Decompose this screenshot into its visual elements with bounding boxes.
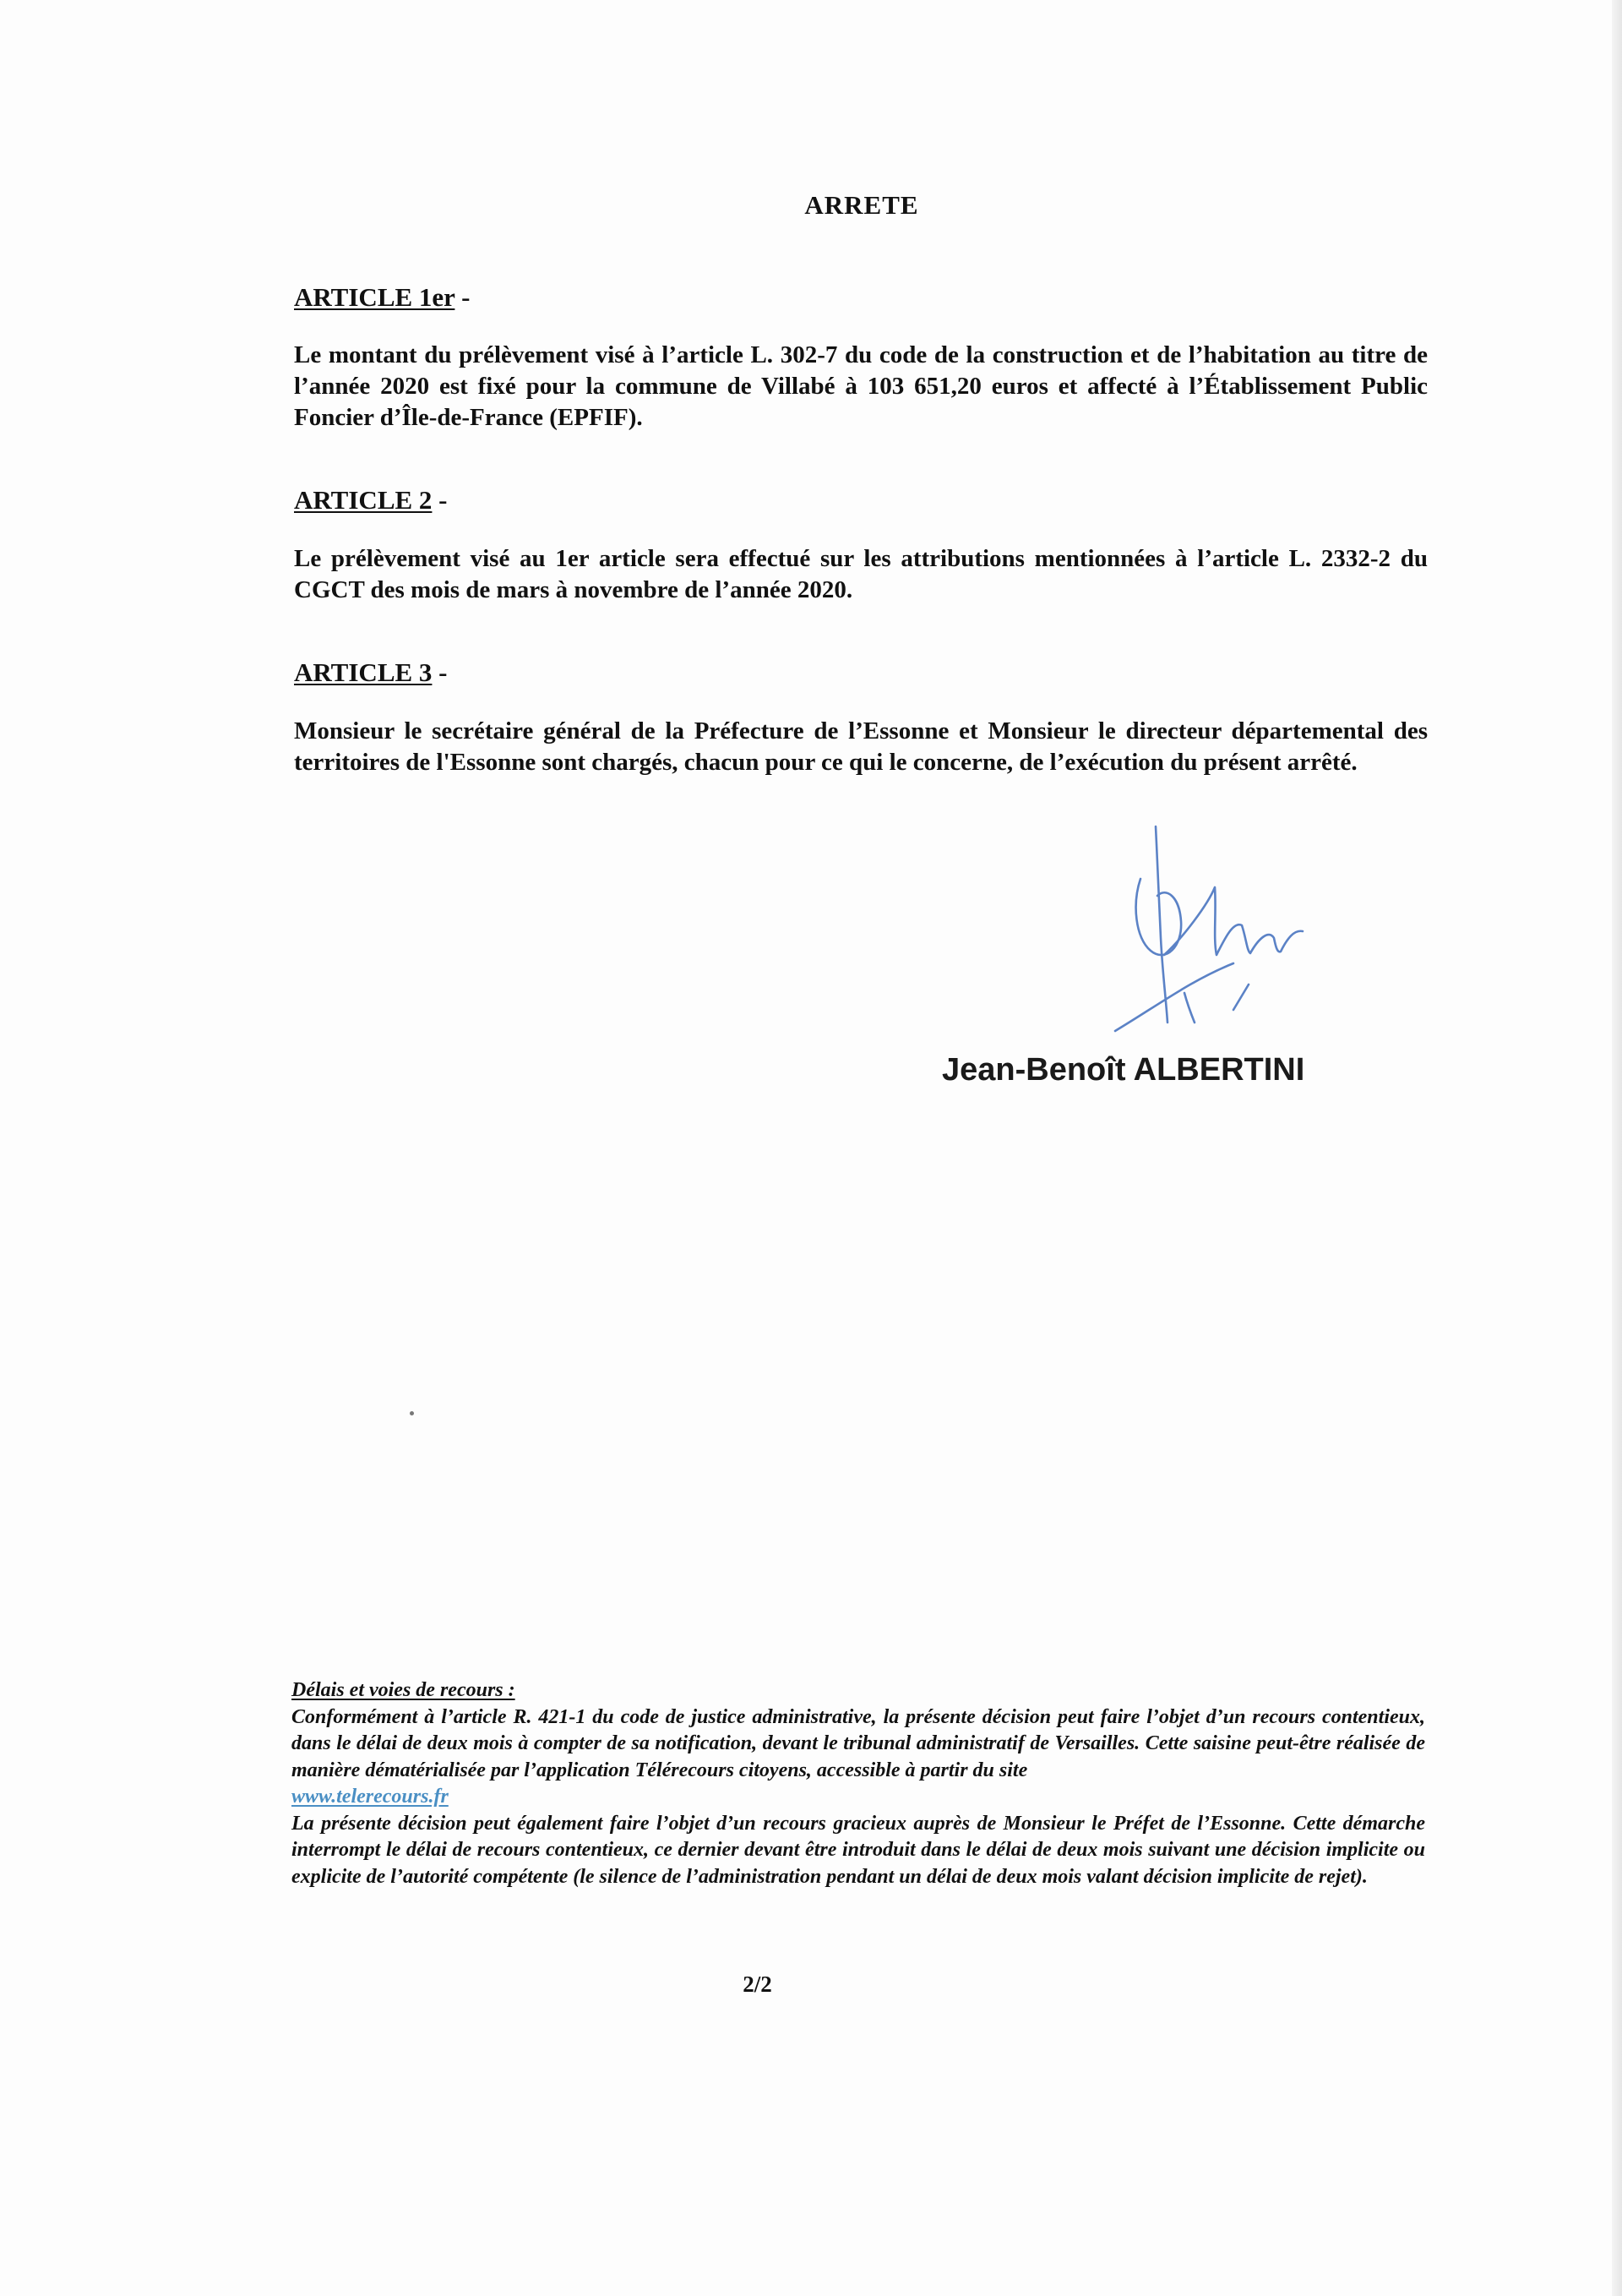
article-3-heading — [294, 657, 448, 688]
article-2-heading-suffix: - — [432, 485, 448, 515]
article-1-text: Le montant du prélèvement visé à l’article L. 302-7 du code de la construction et de l’habitation au titre de l’année 2020 est fixé pour la commune de Villabé à 103 651,20 euros et affecté à l’Établissement Public Foncier d’Île-de-France (EPFIF). — [294, 341, 1428, 431]
article-2-text: Le prélèvement visé au 1er article sera effectué sur les attributions mentionnées à l’article L. 2332-2 du CGCT des mois de mars à novembre de l’année 2020. — [294, 545, 1428, 603]
telerecours-link[interactable]: www.telerecours.fr — [291, 1786, 449, 1808]
article-3-heading-suffix: - — [432, 657, 448, 687]
article-1-heading-suffix: - — [454, 282, 471, 312]
appeal-notice-paragraph-2: La présente décision peut également faire l’objet d’un recours gracieux auprès de Monsieur le Préfet de l’Essonne. Cette démarche interrompt le délai de recours contentieux, ce dernier devant être introduit dans le délai de deux mois suivant une décision implicite ou explicite de l’autorité compétente (le silence de l’administration pendant un délai de deux mois valant décision implicite de rejet). — [291, 1812, 1425, 1888]
document-title: ARRETE — [804, 190, 919, 220]
signatory-name: Jean-Benoît ALBERTINI — [942, 1052, 1305, 1088]
article-1-heading-label: ARTICLE 1er — [294, 282, 455, 312]
appeal-notice — [291, 1677, 1425, 1890]
page-number: 2/2 — [743, 1972, 772, 1997]
article-2-heading — [294, 485, 448, 515]
appeal-notice-heading: Délais et voies de recours : — [291, 1679, 515, 1701]
scan-speck — [410, 1411, 414, 1415]
appeal-notice-paragraph-1: Conformément à l’article R. 421-1 du code de justice administrative, la présente décision peut faire l’objet d’un recours contentieux, dans le délai de deux mois à compter de sa notification, devant le tribunal administratif de Versailles. Cette saisine peut-être réalisée de manière dématérialisée par l’application Télérecours citoyens, accessible à partir du site — [291, 1705, 1425, 1781]
article-2-heading-label: ARTICLE 2 — [294, 485, 433, 515]
article-1-heading — [294, 282, 470, 313]
article-3-text: Monsieur le secrétaire général de la Préfecture de l’Essonne et Monsieur le directeur départemental des territoires de l'Essonne sont chargés, chacun pour ce qui le concerne, de l’exécution du présent arrêté. — [294, 717, 1428, 776]
article-3-heading-label: ARTICLE 3 — [294, 657, 433, 687]
handwritten-signature — [1107, 811, 1394, 1056]
page-edge-shadow — [1612, 0, 1622, 2296]
